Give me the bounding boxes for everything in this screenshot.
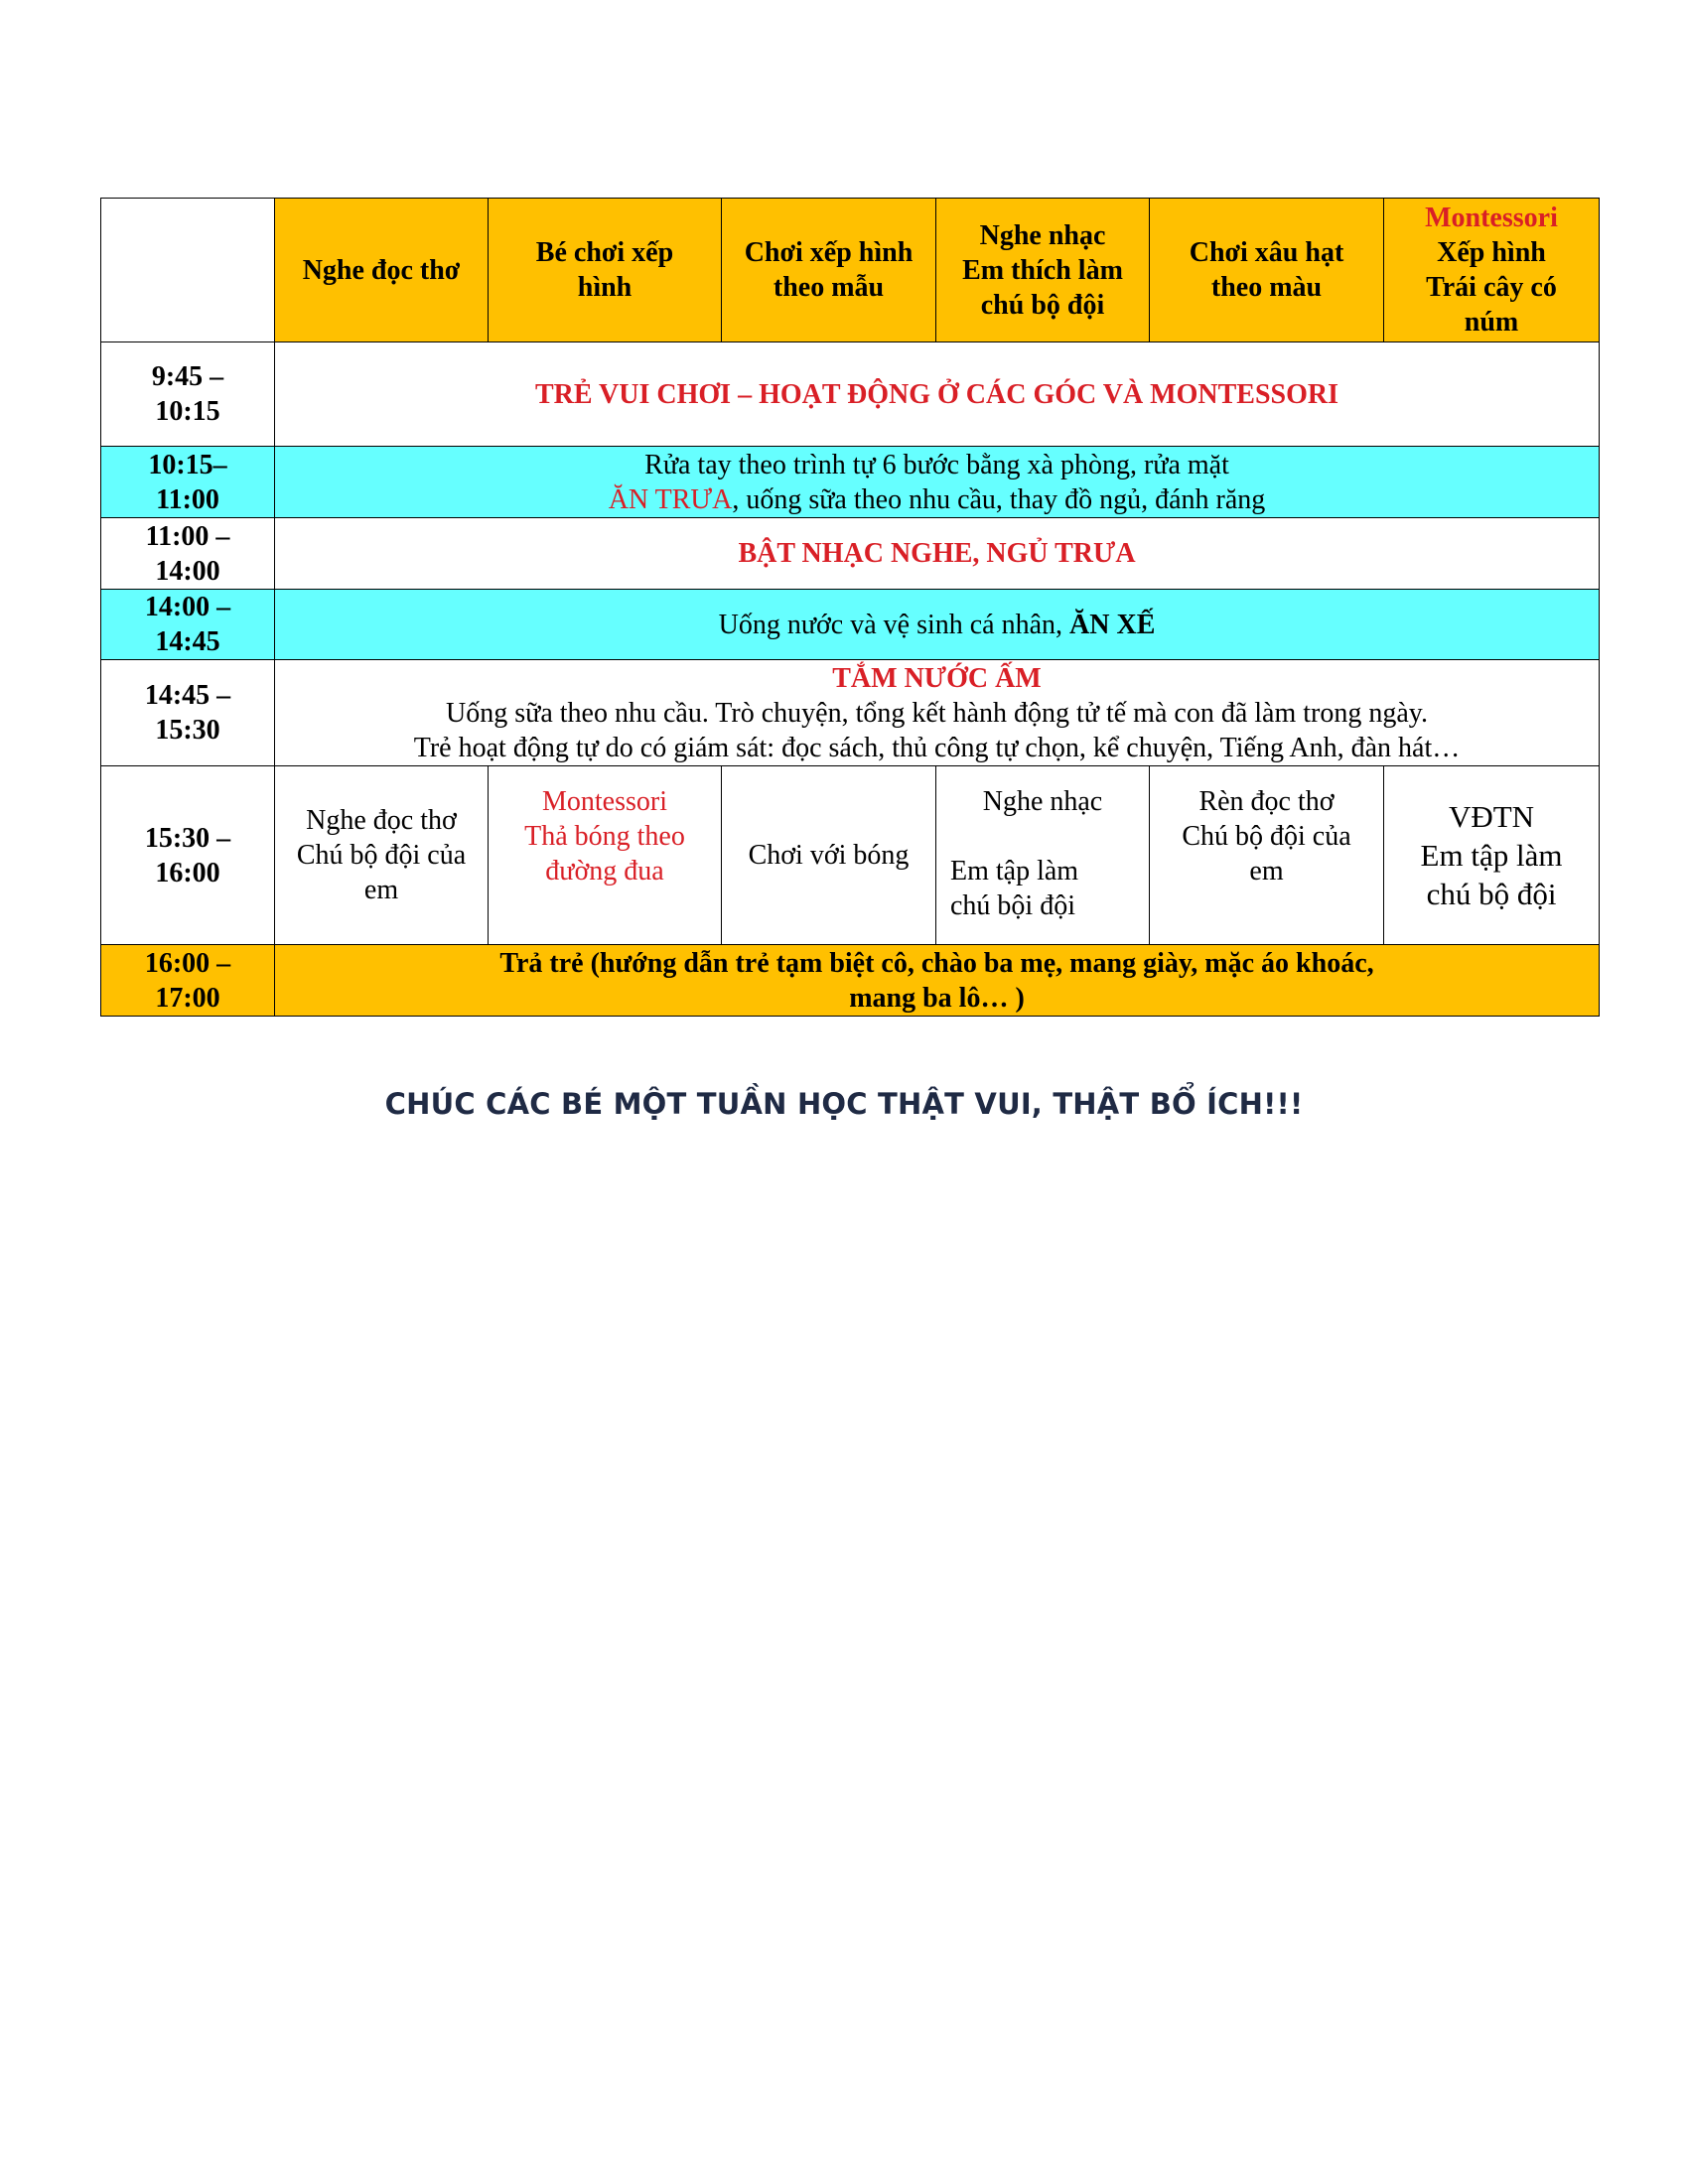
time-end: 16:00 xyxy=(155,857,220,888)
bath-line-2: Trẻ hoạt động tự do có giám sát: đọc sách, thủ công tự chọn, kể chuyện, Tiếng Anh, đàn hát… xyxy=(413,732,1461,763)
afternoon-activity-5-line: em xyxy=(1249,856,1284,887)
time-end: 14:45 xyxy=(155,626,220,657)
afternoon-activity-5-line: Chú bộ đội của xyxy=(1182,821,1351,852)
header-activity-2-line: hình xyxy=(577,272,633,303)
time-start: 14:45 – xyxy=(144,680,231,711)
afternoon-activity-4 xyxy=(936,766,1150,945)
lunch-rest-text: , uống sữa theo nhu cầu, thay đồ ngủ, đánh răng xyxy=(732,483,1266,515)
afternoon-activity-3: Chơi với bóng xyxy=(722,766,936,945)
header-activity-5-line: theo màu xyxy=(1210,272,1323,303)
afternoon-activity-6-line: chú bộ đội xyxy=(1426,877,1557,911)
afternoon-activity-2-line: đường đua xyxy=(545,856,664,887)
bath-activity-cell xyxy=(275,660,1600,766)
lunch-activity-cell xyxy=(275,447,1600,518)
header-activity-1-line: Nghe đọc thơ xyxy=(302,254,461,286)
afternoon-activity-2-line: Montessori xyxy=(542,786,667,817)
header-time-cell xyxy=(101,199,275,342)
time-end: 15:30 xyxy=(155,715,220,746)
schedule-row-play xyxy=(101,342,1600,447)
bath-line-1: Uống sữa theo nhu cầu. Trò chuyện, tổng kết hành động tử tế mà con đã làm trong ngày. xyxy=(446,697,1428,729)
time-end: 17:00 xyxy=(155,982,220,1014)
header-activity-6-line: núm xyxy=(1464,307,1519,338)
header-activity-6 xyxy=(1384,199,1600,342)
weekly-schedule-table xyxy=(100,198,1600,1017)
afternoon-activity-6-line: VĐTN xyxy=(1448,799,1535,834)
afternoon-activity-4-spacer xyxy=(942,819,1143,854)
schedule-row-afternoon xyxy=(101,766,1600,945)
schedule-row-nap xyxy=(101,518,1600,590)
header-activity-1 xyxy=(275,199,489,342)
schedule-row-pickup xyxy=(101,945,1600,1017)
header-activity-4 xyxy=(936,199,1150,342)
header-activity-2 xyxy=(489,199,722,342)
header-activity-4-line: Nghe nhạc xyxy=(979,219,1106,251)
time-end: 11:00 xyxy=(156,483,219,515)
handwash-text: Rửa tay theo trình tự 6 bước bằng xà phòng, rửa mặt xyxy=(644,449,1229,480)
schedule-row-bath xyxy=(101,660,1600,766)
header-activity-3-line: theo mẫu xyxy=(773,272,885,303)
header-activity-6-montessori-label: Montessori xyxy=(1425,203,1558,233)
lunch-highlight: ĂN TRƯA xyxy=(608,483,733,515)
afternoon-activity-1-line: Nghe đọc thơ xyxy=(306,805,457,836)
schedule-row-lunch xyxy=(101,447,1600,518)
header-activity-3-line: Chơi xếp hình xyxy=(744,237,914,268)
time-cell xyxy=(101,945,275,1017)
time-start: 16:00 – xyxy=(144,947,231,979)
time-start: 10:15– xyxy=(148,449,227,480)
afternoon-activity-5 xyxy=(1150,766,1384,945)
header-activity-6-line: Xếp hình xyxy=(1437,237,1546,268)
lunch-line xyxy=(281,482,1593,517)
time-end: 10:15 xyxy=(155,396,220,427)
snack-activity-cell xyxy=(275,590,1600,660)
afternoon-activity-4-title: Nghe nhạc xyxy=(982,786,1103,817)
nap-activity-text: BẬT NHẠC NGHE, NGỦ TRƯA xyxy=(275,518,1600,590)
time-cell xyxy=(101,660,275,766)
afternoon-activity-5-line: Rèn đọc thơ xyxy=(1198,786,1335,817)
afternoon-activity-6 xyxy=(1384,766,1600,945)
time-start: 14:00 – xyxy=(144,592,231,622)
afternoon-activity-2 xyxy=(489,766,722,945)
afternoon-activity-1-line: em xyxy=(363,875,399,905)
time-cell xyxy=(101,766,275,945)
time-start: 15:30 – xyxy=(144,822,231,854)
header-activity-5-line: Chơi xâu hạt xyxy=(1189,237,1344,268)
time-cell xyxy=(101,518,275,590)
schedule-row-snack xyxy=(101,590,1600,660)
time-cell xyxy=(101,342,275,447)
pickup-line: mang ba lô… ) xyxy=(849,982,1025,1014)
snack-highlight: ĂN XẾ xyxy=(1069,609,1156,640)
time-start: 11:00 – xyxy=(145,520,230,552)
time-start: 9:45 – xyxy=(151,361,224,392)
header-activity-3 xyxy=(722,199,936,342)
afternoon-activity-4-line: chú bội đội xyxy=(950,890,1075,921)
header-activity-6-line: Trái cây có xyxy=(1426,272,1557,303)
afternoon-activity-1 xyxy=(275,766,489,945)
header-activity-5 xyxy=(1150,199,1384,342)
afternoon-activity-2-line: Thả bóng theo xyxy=(524,821,685,852)
play-activity-text: TRẺ VUI CHƠI – HOẠT ĐỘNG Ở CÁC GÓC VÀ MONTESSORI xyxy=(275,342,1600,447)
afternoon-activity-6-line: Em tập làm xyxy=(1420,838,1563,873)
header-activity-4-line: chú bộ đội xyxy=(980,289,1105,321)
closing-message: CHÚC CÁC BÉ MỘT TUẦN HỌC THẬT VUI, THẬT BỔ ÍCH!!! xyxy=(384,1087,1304,1121)
snack-text: Uống nước và vệ sinh cá nhân, xyxy=(718,609,1070,640)
header-activity-4-line: Em thích làm xyxy=(962,254,1123,286)
header-row xyxy=(101,199,1600,342)
time-end: 14:00 xyxy=(155,555,220,587)
bath-title: TẮM NƯỚC ẤM xyxy=(832,662,1042,694)
pickup-line: Trả trẻ (hướng dẫn trẻ tạm biệt cô, chào ba mẹ, mang giày, mặc áo khoác, xyxy=(499,947,1374,979)
time-cell xyxy=(101,447,275,518)
pickup-activity-cell xyxy=(275,945,1600,1017)
afternoon-activity-1-line: Chú bộ đội của xyxy=(296,840,467,871)
afternoon-activity-4-line: Em tập làm xyxy=(950,856,1079,887)
header-activity-2-line: Bé chơi xếp xyxy=(535,237,674,268)
time-cell xyxy=(101,590,275,660)
